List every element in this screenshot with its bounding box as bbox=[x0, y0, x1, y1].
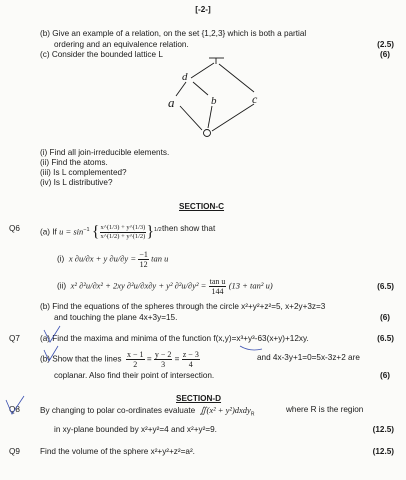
q5b-line2: ordering and an equivalence relation. bbox=[54, 40, 189, 49]
q6a-i: (i) x ∂u/∂x + y ∂u/∂y = $\frac{-1}{12}$ tan u bbox=[57, 250, 169, 269]
tick-mark-q8 bbox=[6, 396, 24, 414]
q6b-line2: and touching the plane 4x+3y=15. bbox=[54, 313, 178, 322]
q6a-marks: (6.5) bbox=[377, 282, 394, 291]
q7a-marks: (6.5) bbox=[377, 334, 394, 343]
q8-line1-tail: where R is the region bbox=[286, 405, 364, 414]
q5c-line: (c) Consider the bounded lattice L bbox=[40, 50, 163, 59]
tick-mark-q7b bbox=[44, 346, 58, 361]
q7b-line1-tail: and 4x-3y+1=0=5x-3z+2 are bbox=[257, 353, 360, 362]
q5c-sub-i: (i) Find all join-irreducible elements. bbox=[40, 148, 170, 157]
node-c-label: c bbox=[252, 92, 258, 106]
page-number: [-2-] bbox=[195, 5, 211, 14]
q6a-intro: (a) If $u = \sin^{-1}$ { $\frac{x\^{}(1/3) + y\^{}(1/3)}{x\^{}(1/2) + y\^{}(1/2)}$ }$^{1/2}$ bbox=[40, 223, 162, 241]
q7b-marks: (6) bbox=[379, 371, 390, 380]
q7b-line2: coplanar. Also find their point of intersection. bbox=[54, 371, 215, 380]
q5c-sub-iii: (iii) Is L complemented? bbox=[40, 168, 127, 177]
tick-mark-q7a bbox=[44, 326, 60, 342]
q6a-ii: (ii) x² ∂²u/∂x² + 2xy ∂²u/∂x∂y + y² ∂²u/∂y² = $\frac{\text{tan u}}{144}$ (13 + tan² u) bbox=[57, 277, 273, 296]
q9-marks: (12.5) bbox=[372, 447, 394, 456]
section-c-heading: SECTION-C bbox=[179, 202, 225, 211]
q5b-marks: (2.5) bbox=[377, 40, 394, 49]
q5c-sub-iv: (iv) Is L distributive? bbox=[40, 178, 113, 187]
q8-marks: (12.5) bbox=[372, 425, 394, 434]
q9-text: Find the volume of the sphere x²+y²+z²=a². bbox=[40, 447, 195, 456]
q8-line2: in xy-plane bounded by x²+y²=4 and x²+y²=9. bbox=[54, 425, 217, 434]
q7b-line1: (b) Show that the lines $\frac{x - 1}{2}$ = $\frac{y - 2}{3}$ = $\frac{z - 3}{4}$ bbox=[40, 350, 199, 369]
q9-label: Q9 bbox=[9, 447, 20, 456]
q5c-marks: (6) bbox=[379, 50, 390, 59]
q6-label: Q6 bbox=[9, 224, 20, 233]
q6a-then: then show that bbox=[162, 224, 216, 233]
q6b-marks: (6) bbox=[379, 313, 390, 322]
q7-label: Q7 bbox=[9, 334, 20, 343]
scribble-mark bbox=[240, 346, 262, 350]
q8-line1: By changing to polar co-ordinates evaluate ∬(x² + y²)dxdy$_R$ bbox=[40, 405, 255, 418]
q5c-sub-ii: (ii) Find the atoms. bbox=[40, 158, 108, 167]
node-b-label: b bbox=[211, 95, 217, 107]
q6b-line1: (b) Find the equations of the spheres through the circle x²+y²+z²=5, x+2y+3z=3 bbox=[40, 302, 326, 311]
node-d-label: d bbox=[182, 71, 188, 83]
q8-label: Q8 bbox=[9, 405, 20, 414]
q7a-text: (a) Find the maxima and minima of the function f(x,y)=x³+y³-63(x+y)+12xy. bbox=[40, 334, 309, 343]
section-d-heading: SECTION-D bbox=[176, 394, 222, 403]
node-a-label: a bbox=[168, 95, 175, 110]
q5b-line1: (b) Give an example of a relation, on the set {1,2,3} which is both a partial bbox=[40, 29, 307, 38]
